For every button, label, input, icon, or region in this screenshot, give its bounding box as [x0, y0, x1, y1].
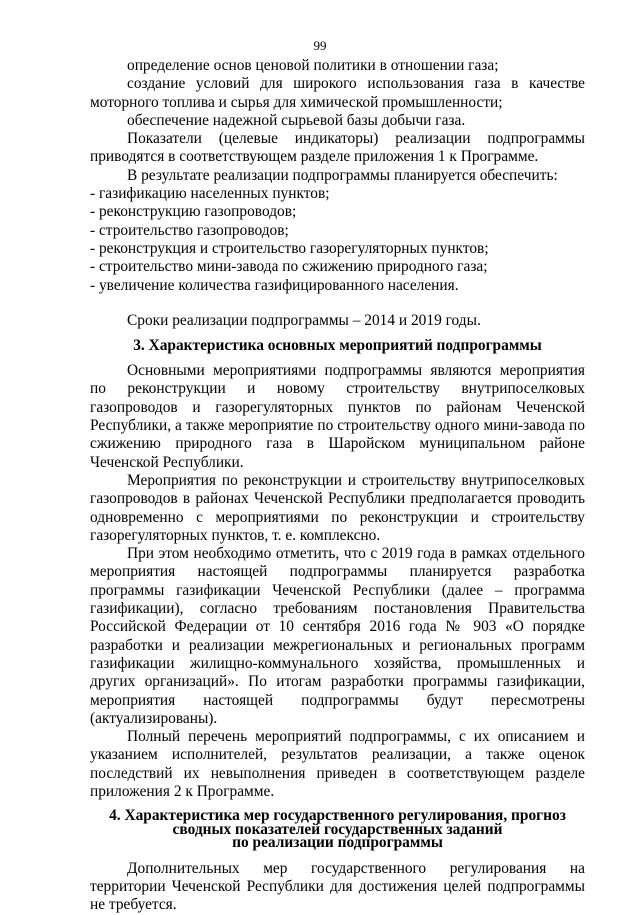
list-item: - строительство мини-завода по сжижению природного газа; [90, 258, 488, 276]
paragraph: Основными мероприятиями подпрограммы являются мероприятия по реконструкции и новому строительству внутрипоселковых газопроводов и газорегуляторных пунктов по районам Чеченской Республики, а также мероприятие по строительству одного мини-завода по сжижению природного газа в Шаройском муниципальном районе Чеченской Республики. [90, 362, 585, 471]
paragraph: Мероприятия по реконструкции и строительству внутрипоселковых газопроводов в районах Чеченской Республики предполагается проводить одновременно с мероприятиями по реконструкции и строительству газорегуляторных пунктов, т. е. комплексно. [90, 471, 585, 544]
paragraph: В результате реализации подпрограммы планируется обеспечить: [127, 166, 558, 184]
page-content [90, 57, 585, 915]
paragraph: Дополнительных мер государственного регулирования на территории Чеченской Республики для достижения целей подпрограммы не требуется. [90, 859, 585, 914]
list-item: - газификацию населенных пунктов; [90, 185, 330, 203]
paragraph: Показатели (целевые индикаторы) реализации подпрограммы приводятся в соответствующем разделе приложения 1 к Программе. [90, 130, 585, 166]
paragraph: обеспечение надежной сырьевой базы добычи газа. [127, 111, 466, 129]
paragraph: Полный перечень мероприятий подпрограммы, с их описанием и указанием исполнителей, результатов реализации, а также оценок последствий их невыполнения приведен в соответствующем разделе приложения 2 к Программе. [90, 728, 585, 800]
section-4-heading [90, 809, 585, 850]
section-4-body [90, 860, 585, 915]
list-item: - реконструкцию газопроводов; [90, 203, 297, 221]
heading-line: по реализации подпрограммы [232, 834, 443, 852]
heading-line: 4. Характеристика мер государственного регулирования, прогноз [109, 807, 566, 825]
result-list [90, 185, 585, 295]
spacer [90, 295, 585, 312]
list-item: - строительство газопроводов; [90, 221, 289, 239]
terms-paragraph: Сроки реализации подпрограммы – 2014 и 2019 годы. [127, 311, 481, 329]
list-item: - увеличение количества газифицированного населения. [90, 276, 459, 294]
paragraph: При этом необходимо отметить, что с 2019 года в рамках отдельного мероприятия настоящей подпрограммы планируется разработка программы газификации Чеченской Республики (далее – программа газификации), согласно требованиям постановления Правительства Российской Федерации от 10 сентября 2016 года № 903 «О порядке разработки и реализации межрегиональных и региональных программ газификации жилищно-коммунального хозяйства, промышленных и других организаций». По итогам разработки программы газификации, мероприятия настоящей подпрограммы будут пересмотрены (актуализированы). [90, 545, 585, 727]
section-3-body [90, 362, 585, 801]
section-3-heading: 3. Характеристика основных мероприятий подпрограммы [133, 337, 542, 355]
paragraph: создание условий для широкого использования газа в качестве моторного топлива и сырья для химической промышленности; [90, 75, 585, 111]
page-number: 99 [313, 38, 327, 53]
heading-line: сводных показателей государственных заданий [172, 820, 503, 838]
intro-block [90, 57, 585, 330]
paragraph: определение основ ценовой политики в отношении газа; [127, 57, 499, 74]
list-item: - реконструкция и строительство газорегуляторных пунктов; [90, 239, 489, 257]
